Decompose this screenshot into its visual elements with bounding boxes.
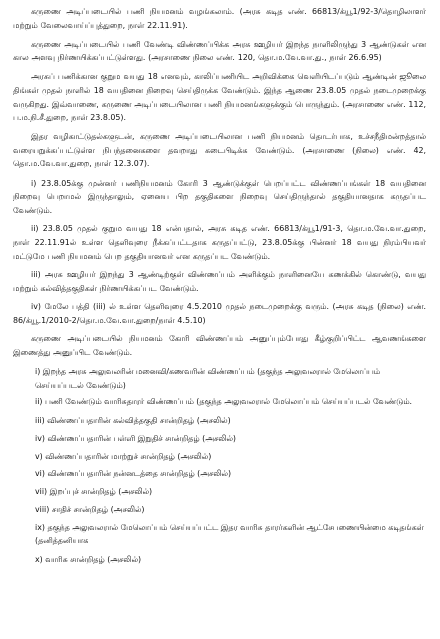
clarification-item-4: iv) மேலே பத்தி (iii) ல் உள்ள தெளிவுரை 4.5.2010 முதல் நடைமுறைக்கு வரும். (அரசு கடித (நிலை) எண். 86/க்யூ.1/2010-2/தொ.ம.வே.வா.துறை/நாள் 4.5.10) [13,302,426,325]
document-item: ii) பணி வேண்டும் வாரிசுதாரர் விண்ணப்பம் (தகுந்த அலுவலரால் மேலொப்பம் செய்யப்படல் வேண்டும். [35,397,413,407]
document-item: i) இறந்த அரசு அலுவலரின் மனைவி/கணவரின் விண்ணப்பம் (தகுந்த அலுவலரால் மேலொப்பம் செய்யப்படல் வேண்டும்) [35,367,381,390]
paragraph-application-time-limit: கருணை அடிப்படையில் பணி வேண்டி விண்ணப்பிக்க அரசு ஊழியர் இறந்த நாளிலிருந்து 3 ஆண்டுகள் என கால அளவு நிர்ணயிக்கப்பட்டுள்ளது. (அரசாணை நிலை எண். 120, தொ.ம.வே.வா.து., நாள் 26.6.95) [13,39,426,63]
paragraph-supreme-court-guidelines: இதர வழிகாட்டுதல்களுடன், கருணை அடிப்படையிலான பணி நியமனம் தொடர்பாக, உச்சநீதிமன்றத்தால் வரையறுக்கப்பட்டுள்ள நிபந்தனைகளை தவறாது கடைபிடிக்க வேண்டும். (அரசாணை (நிலை) எண். 42, தொ.ம.வே.வா.துறை, நாள் 12.3.07). [13,132,426,169]
document-item: vii) இறப்புச் சான்றிதழ் (அசலில்) [35,487,153,497]
document-item: viii) சாதிச் சான்றிதழ் (அசலில்) [35,504,145,514]
required-documents-list [13,365,426,569]
paragraph-minimum-age: அரசுப் பணிக்கான குறும வயது 18 எனவும், காலிப்பணியிட அறிவிக்கை வெளியிடப்படும் ஆண்டின் ஜூலை திங்கள் முதல் நாளில் 18 வயதினை நிறைவு செய்திருக்க வேண்டும். இந்த ஆணை 23.8.05 முதல் நடைமுறைக்கு வருகிறது. இவ்வாணை, கருணை அடிப்படையிலான பணி நியமனங்களுக்கும் பொருந்தும். (அரசாணை எண். 112, ப.ம.நி.சீ.துறை, நாள் 23.8.05). [13,72,426,123]
paragraph-age-relaxation: கருணை அடிப்படையில் பணி நியமனம் வழங்கலாம். (அரசு கடித எண். 66813/க்யூ1/92-3/தொழிலாளர் மற்றும் வேலைவாய்ப்புத்துறை, நாள் 22.11.91). [13,7,426,30]
clarification-item-3: iii) அரசு ஊழியர் இறந்து 3 ஆண்டிற்குள் விண்ணப்பம் அளிக்கும் நாளினையே கணக்கில் கொண்டு, வயது மற்றும் கல்வித்தகுதிகள் நிர்ணயிக்கப்பட வேண்டும். [13,270,426,293]
clarification-item-1: i) 23.8.05க்கு முன்னர் பணிநியமனம் கோரி 3 ஆண்டுக்குள் பெறப்பட்ட விண்ணப்பங்கள் 18 வயதினை நிறைவு பெறாமல் இருந்தாலும், ஏனைய பிற தகுதிகளை நிறைவு செய்திருந்தால் தகுதியானதாக கருதப்பட வேண்டும். [13,178,426,215]
document-item: iii) விண்ணப்பதாரின் கல்வித்தகுதி சான்றிதழ் (அசலில்) [35,415,231,425]
document-item: vi) விண்ணப்பதாரின் நன்னடத்தை சான்றிதழ் (அசலில்) [35,469,232,479]
document-item: x) வாரிசு சான்றிதழ் (அசலில்) [35,554,142,564]
clarification-item-2: ii) 23.8.05 முதல் குறும வயது 18 என்பதால், அரசு கடித எண். 66813/க்யூ1/91-3, தொ.ம.வே.வா.துறை, நாள் 22.11.91ல் உள்ள தெளிவுரை நீக்கப்பட்டதாக கருதப்பட்டு, 23.8.05க்கு பின்னர் 18 வயது நிரம்பியவர் மட்டுமே பணி நியமனம் பெற தகுதியானவர் என கருதப்பட வேண்டும். [13,224,426,261]
document-item: v) விண்ணப்பதாரின் மாற்றுச் சான்றிதழ் (அசலில்) [35,451,212,461]
paragraph-attachments-intro: கருணை அடிப்படையில் நியமனம் கோரி விண்ணப்பம் அனுப்பும்போது கீழ்குறிப்பிட்ட ஆவணங்களை இணைத்து அனுப்பிட வேண்டும். [13,334,426,358]
document-item: ix) தகுந்த அலுவலரால் மேலொப்பம் செய்யப்பட்ட இதர வாரிசு தாரர்களின் ஆட்சேபணையின்மை கடிதங்கள் (தனித்தனியாக [35,522,424,546]
document-item: iv) விண்ணப்பதாரின் பள்ளி இறுதிச் சான்றிதழ் (அசலில்) [35,433,236,443]
